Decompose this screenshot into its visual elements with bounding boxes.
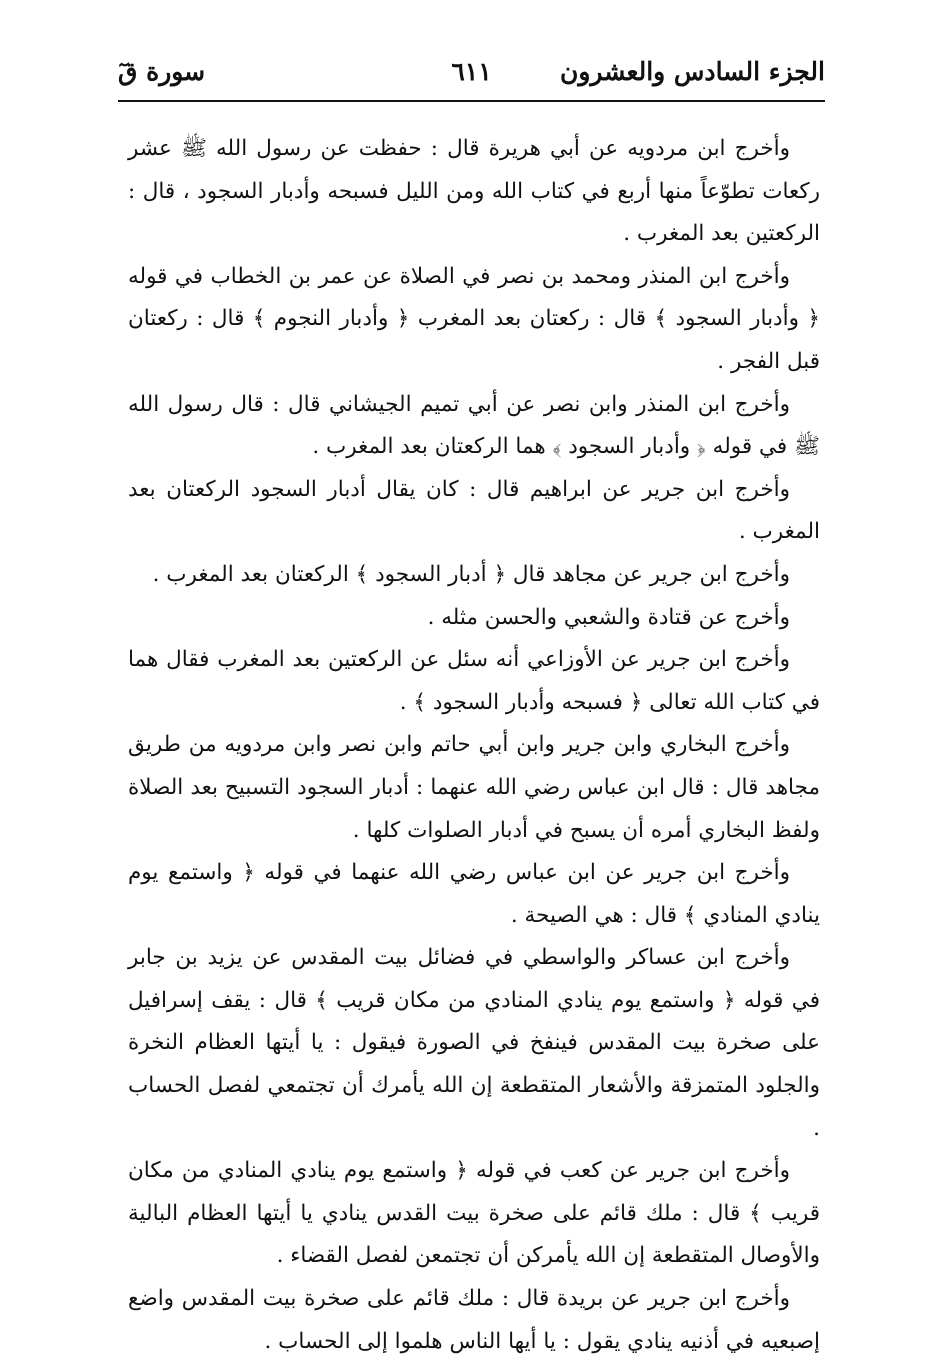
paragraph: وأخرج ابن مردويه عن أبي هريرة قال : حفظت عن رسول الله ﷺ عشر ركعات تطوّعاً منها أربع في كتاب الله ومن الليل فسبحه وأدبار السجود ، قال : الركعتين بعد المغرب . [128, 136, 820, 247]
page-header [118, 54, 825, 94]
paragraph: وأخرج ابن جرير عن مجاهد قال ﴿ أدبار السجود ﴾ الركعتان بعد المغرب . [152, 561, 790, 587]
paragraph: وأخرج ابن جرير عن كعب في قوله ﴿ واستمع يوم ينادي المنادي من مكان قريب ﴾ قال : ملك قائم على صخرة بيت القدس ينادي يا أيتها العظام البالية والأوصال المتقطعة إن الله يأمركن أن تجتمعن لفصل القضاء . [128, 1158, 820, 1269]
paragraph: وأخرج البخاري وابن جرير وابن أبي حاتم وابن نصر وابن مردويه من طريق مجاهد قال : قال ابن عباس رضي الله عنهما : أدبار السجود التسبيح بعد الصلاة ولفظ البخاري أمره أن يسبح في أدبار الصلوات كلها . [128, 732, 820, 843]
paragraph: وأخرج ابن المنذر وابن نصر عن أبي تميم الجيشاني قال : قال رسول الله ﷺ في قوله ﴿ وأدبار السجود ﴾ هما الركعتان بعد المغرب . [128, 391, 820, 460]
surah-title: سورة قٓ [118, 57, 206, 86]
volume-title: الجزء السادس والعشرون [559, 57, 825, 86]
page-number: ٦١١ [451, 57, 492, 86]
paragraph: وأخرج ابن عساكر والواسطي في فضائل بيت المقدس عن يزيد بن جابر في قوله ﴿ واستمع يوم ينادي المنادي من مكان قريب ﴾ قال : يقف إسرافيل على صخرة بيت المقدس فينفخ في الصورة فيقول : يا أيتها العظام النخرة والجلود المتمزقة والأشعار المتقطعة إن الله يأمرك أن تجتمعي لفصل الحساب . [128, 945, 820, 1141]
page-body [128, 128, 820, 1363]
paragraph: وأخرج ابن جرير عن ابن عباس رضي الله عنهما في قوله ﴿ واستمع يوم ينادي المنادي ﴾ قال : هي الصيحة . [128, 860, 820, 928]
paragraph: وأخرج ابن المنذر ومحمد بن نصر في الصلاة عن عمر بن الخطاب في قوله ﴿ وأدبار السجود ﴾ قال : ركعتان بعد المغرب ﴿ وأدبار النجوم ﴾ قال : ركعتان قبل الفجر . [128, 263, 820, 374]
paragraph: وأخرج ابن جرير عن بريدة قال : ملك قائم على صخرة بيت المقدس واضع إصبعيه في أذنيه ينادي يقول : يا أيها الناس هلموا إلى الحساب . [128, 1286, 820, 1354]
paragraph: وأخرج عن قتادة والشعبي والحسن مثله . [427, 604, 790, 630]
paragraph: وأخرج ابن جرير عن الأوزاعي أنه سئل عن الركعتين بعد المغرب فقال هما في كتاب الله تعالى ﴿ فسبحه وأدبار السجود ﴾ . [128, 647, 820, 715]
header-divider [118, 100, 825, 102]
paragraph: وأخرج ابن جرير عن ابراهيم قال : كان يقال أدبار السجود الركعتان بعد المغرب . [128, 476, 820, 545]
